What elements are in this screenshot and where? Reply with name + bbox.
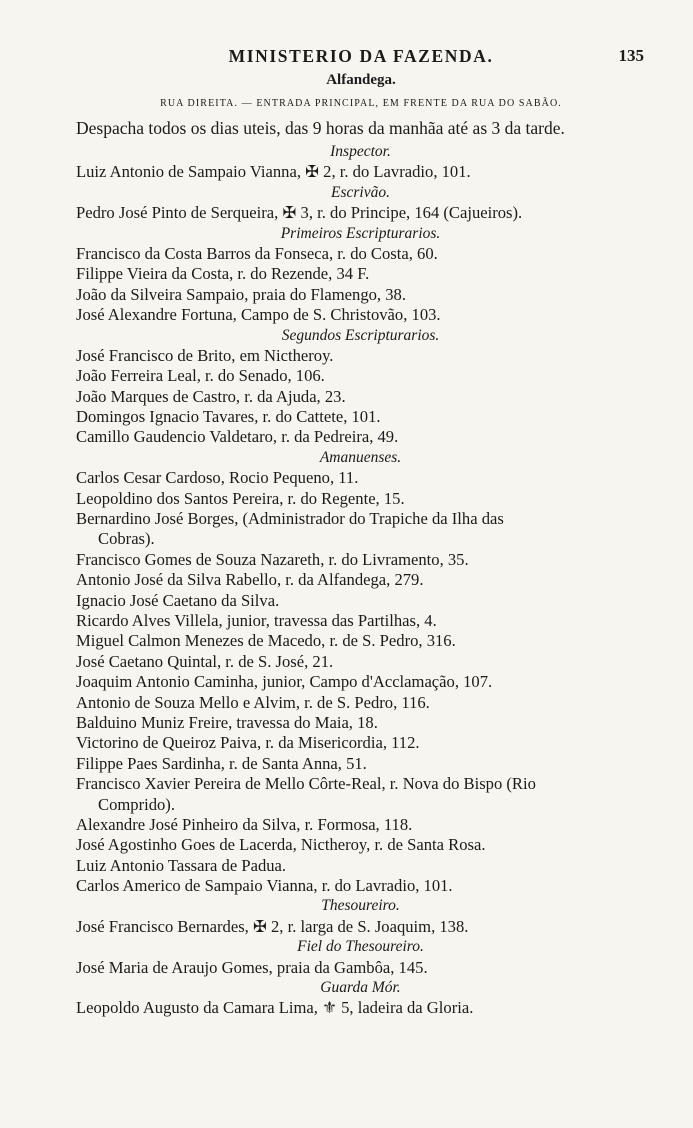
section-title: Alfandega. xyxy=(326,72,396,88)
role-heading: Fiel do Thesoureiro. xyxy=(297,938,424,956)
directory-entry: Camillo Gaudencio Valdetaro, r. da Pedreira, 49. xyxy=(76,427,399,447)
directory-entry: Filippe Paes Sardinha, r. de Santa Anna, 51. xyxy=(76,753,367,773)
directory-entry: Victorino de Queiroz Paiva, r. da Misericordia, 112. xyxy=(76,733,420,753)
directory-entry: Miguel Calmon Menezes de Macedo, r. de S. Pedro, 316. xyxy=(76,631,456,651)
entry-continuation: Comprido). xyxy=(98,794,175,814)
section-address: RUA DIREITA. — ENTRADA PRINCIPAL, EM FRENTE DA RUA DO SABÃO. xyxy=(160,98,562,109)
directory-entry: João Marques de Castro, r. da Ajuda, 23. xyxy=(76,386,346,406)
directory-entry: Bernardino José Borges, (Administrador do Trapiche da Ilha das xyxy=(76,509,504,529)
directory-entry: Luiz Antonio de Sampaio Vianna, ✠ 2, r. do Lavradio, 101. xyxy=(76,162,471,182)
role-heading: Segundos Escripturarios. xyxy=(281,326,440,344)
directory-listing xyxy=(0,142,693,1019)
directory-entry: Alexandre José Pinheiro da Silva, r. Formosa, 118. xyxy=(76,814,413,834)
directory-entry: Antonio de Souza Mello e Alvim, r. de S. Pedro, 116. xyxy=(76,692,430,712)
entry-continuation: Cobras). xyxy=(98,529,155,549)
directory-entry: João da Silveira Sampaio, praia do Flamengo, 38. xyxy=(76,284,406,304)
directory-entry: Joaquim Antonio Caminha, junior, Campo d'Acclamação, 107. xyxy=(76,672,493,692)
directory-entry: Carlos Cesar Cardoso, Rocio Pequeno, 11. xyxy=(76,468,359,488)
role-heading: Inspector. xyxy=(330,143,391,160)
role-heading: Guarda Mór. xyxy=(320,979,401,997)
directory-entry: Pedro José Pinto de Serqueira, ✠ 3, r. do Principe, 164 (Cajueiros). xyxy=(76,203,523,223)
directory-entry: José Maria de Araujo Gomes, praia da Gambôa, 145. xyxy=(76,957,428,977)
directory-entry: Francisco da Costa Barros da Fonseca, r. do Costa, 60. xyxy=(76,243,438,263)
directory-entry: Antonio José da Silva Rabello, r. da Alfandega, 279. xyxy=(76,570,424,590)
role-heading: Escrivão. xyxy=(331,183,390,201)
directory-entry: José Francisco Bernardes, ✠ 2, r. larga de S. Joaquim, 138. xyxy=(76,916,469,936)
directory-entry: Filippe Vieira da Costa, r. do Rezende, 34 F. xyxy=(76,264,370,284)
directory-entry: Carlos Americo de Sampaio Vianna, r. do Lavradio, 101. xyxy=(76,876,453,896)
page-number: 135 xyxy=(618,46,644,65)
role-heading: Primeiros Escripturarios. xyxy=(280,224,441,242)
directory-entry: Leopoldo Augusto da Camara Lima, ⚜ 5, ladeira da Gloria. xyxy=(76,998,474,1018)
directory-entry: Francisco Gomes de Souza Nazareth, r. do Livramento, 35. xyxy=(76,549,469,569)
role-heading: Amanuenses. xyxy=(319,448,402,466)
directory-entry: Ricardo Alves Villela, junior, travessa das Partilhas, 4. xyxy=(76,610,437,630)
directory-entry: José Agostinho Goes de Lacerda, Nictheroy, r. de Santa Rosa. xyxy=(76,835,486,855)
directory-entry: Francisco Xavier Pereira de Mello Côrte-Real, r. Nova do Bispo (Rio xyxy=(76,774,536,794)
directory-entry: Domingos Ignacio Tavares, r. do Cattete, 101. xyxy=(76,407,381,427)
directory-entry: João Ferreira Leal, r. do Senado, 106. xyxy=(76,366,325,386)
directory-entry: Leopoldino dos Santos Pereira, r. do Regente, 15. xyxy=(76,488,405,508)
directory-entry: Balduino Muniz Freire, travessa do Maia, 18. xyxy=(76,712,378,732)
role-heading: Thesoureiro. xyxy=(321,897,400,915)
page-header xyxy=(78,46,644,70)
running-title: MINISTERIO DA FAZENDA. xyxy=(228,46,494,66)
directory-entry: José Caetano Quintal, r. de S. José, 21. xyxy=(76,651,334,671)
directory-entry: Ignacio José Caetano da Silva. xyxy=(76,590,280,610)
directory-entry: Luiz Antonio Tassara de Padua. xyxy=(76,855,287,875)
section-hours: Despacha todos os dias uteis, das 9 horas da manhãa até as 3 da tarde. xyxy=(76,118,565,138)
directory-entry: José Francisco de Brito, em Nictheroy. xyxy=(76,345,334,365)
directory-entry: José Alexandre Fortuna, Campo de S. Christovão, 103. xyxy=(76,305,441,325)
